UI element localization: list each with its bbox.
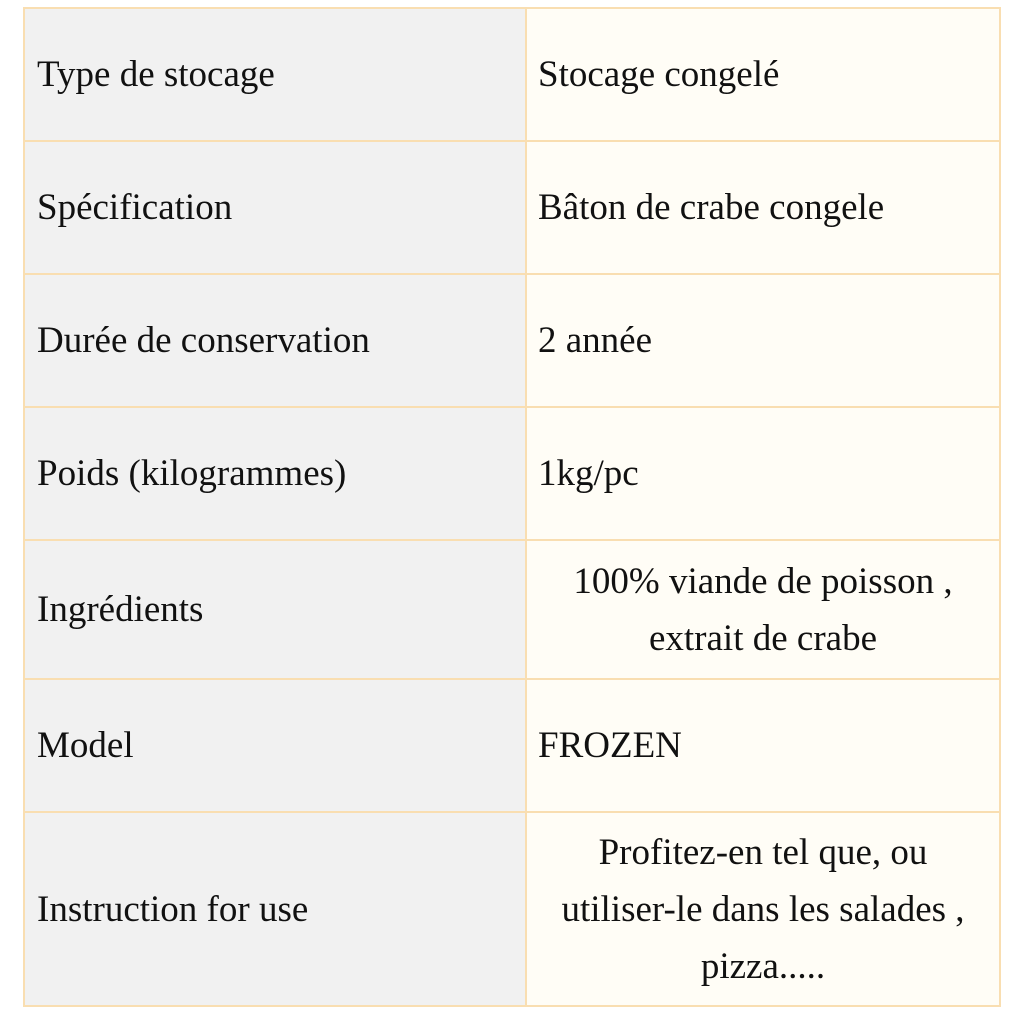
table-row (24, 8, 1000, 141)
model-label: Model (24, 679, 526, 812)
table-row (24, 407, 1000, 540)
table-row (24, 274, 1000, 407)
shelf-life-label: Durée de conservation (24, 274, 526, 407)
specification-value: Bâton de crabe congele (526, 141, 1000, 274)
model-value: FROZEN (526, 679, 1000, 812)
table-row (24, 679, 1000, 812)
ingredients-label: Ingrédients (24, 540, 526, 679)
weight-value: 1kg/pc (526, 407, 1000, 540)
instruction-value: Profitez-en tel que, ou utiliser-le dans les salades , pizza..... (526, 812, 1000, 1006)
weight-label: Poids (kilogrammes) (24, 407, 526, 540)
ingredients-value: 100% viande de poisson , extrait de crabe (526, 540, 1000, 679)
storage-type-label: Type de stocage (24, 8, 526, 141)
product-spec-table (23, 7, 1001, 1007)
specification-label: Spécification (24, 141, 526, 274)
table-row (24, 141, 1000, 274)
storage-type-value: Stocage congelé (526, 8, 1000, 141)
table-row (24, 812, 1000, 1006)
table-row (24, 540, 1000, 679)
instruction-label: Instruction for use (24, 812, 526, 1006)
shelf-life-value: 2 année (526, 274, 1000, 407)
